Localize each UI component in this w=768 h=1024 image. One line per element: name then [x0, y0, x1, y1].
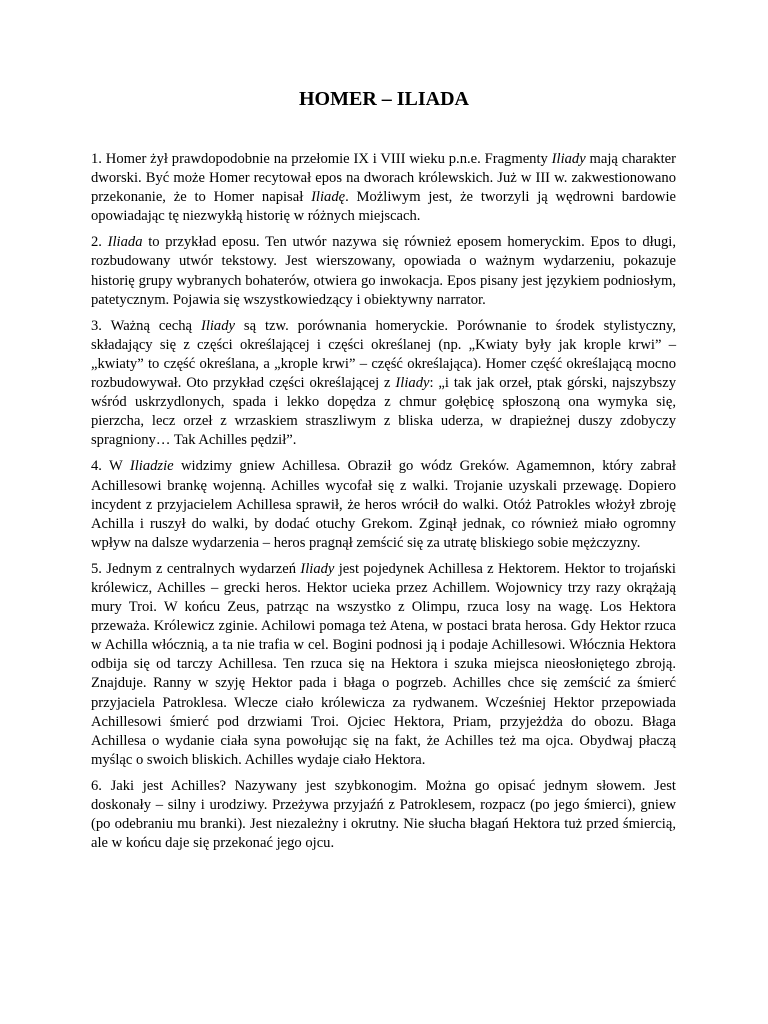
paragraph-text: 6. Jaki jest Achilles? Nazywany jest szybkonogim. Można go opisać jednym słowem. Jest doskonały – silny i urodziwy. Przeżywa przyjaźń z Patroklesem, rozpacz (po jego śmierci), gniew (po odebraniu mu branki). Jest niezależny i okrutny. Nie słucha błagań Hektora tuż przed śmiercią, ale w końcu daje się przekonać jego ojcu. — [91, 777, 676, 852]
paragraph-text: : „i tak jak orzeł, ptak górski, najszybszy wśród uskrzydlonych, spada i lekko dopędza z chmur gołębicę spłoszoną ona wymyka się, pierzcha, lecz orzeł z wrzaskiem straszliwym z bliska uderza, w drapieżnej duszy zdobyczy spragniony… Tak Achilles pędził”. — [91, 375, 676, 449]
italic-title-text: Iliadę — [311, 189, 346, 206]
paragraph-1 — [91, 150, 676, 226]
paragraph-text: widzimy gniew Achillesa. Obraził go wódz Greków. Agamemnon, który zabrał Achillesowi brankę wojenną. Achilles wycofał się z walki. Trojanie uzyskali przewagę. Dopiero incydent z przyjacielem Achillesa sprawił, że heros wrócił do walki. Otóż Patrokles włożył zbroję Achilla i ruszył do walki, by dodać otuchy Grekom. Zginął jednak, co również miało ogromny wpływ na dalsze wydarzenia – heros pragnął zemścić się za utratę bliskiego sobie mężczyzny. — [91, 458, 676, 551]
page-title: HOMER – ILIADA — [298, 88, 469, 110]
paragraph-text: mają charakter dworski. Być może Homer recytował epos na dworach królewskich. Już w III w. zakwestionowano przekonanie, że to Homer napisał — [91, 151, 676, 206]
paragraph-6 — [91, 777, 676, 853]
paragraph-text: 5. Jednym z centralnych wydarzeń — [91, 560, 301, 577]
paragraph-2 — [91, 233, 676, 309]
paragraph-text: to przykład eposu. Ten utwór nazywa się również eposem homeryckim. Epos to długi, rozbudowany utwór tekstowy. Jest wierszowany, opowiada o ważnym wydarzeniu, pokazuje historię grupy wybranych bohaterów, otwiera go inwokacja. Epos pisany jest językiem podniosłym, patetycznym. Pojawia się wszystkowiedzący i obiektywny narrator. — [91, 234, 676, 308]
paragraph-text: . Możliwym jest, że tworzyli ją wędrowni bardowie opowiadając tę niezwykłą historię w różnych miejscach. — [91, 189, 676, 225]
italic-title-text: Iliady — [200, 317, 235, 334]
document-body — [91, 150, 676, 860]
paragraph-text: 2. — [91, 234, 108, 251]
paragraph-text: są tzw. porównania homeryckie. Porównanie to środek stylistyczny, składający się z części określającej i części określanej (np. „Kwiaty były jak krople krwi” – „kwiaty” to część określana, a „krople krwi” – część określająca). Homer część określającą mocno rozbudowywał. Oto przykład części określającej z — [91, 317, 677, 392]
italic-title-text: Iliadzie — [129, 458, 174, 475]
paragraph-5 — [91, 560, 676, 770]
paragraph-text: 3. Ważną cechą — [91, 317, 201, 334]
paragraph-4 — [91, 457, 676, 552]
italic-title-text: Iliady — [300, 560, 335, 577]
italic-title-text: Iliady — [551, 151, 586, 167]
paragraph-3 — [91, 317, 676, 451]
italic-title-text: Iliada — [107, 234, 143, 251]
paragraph-text: 4. W — [91, 458, 130, 475]
italic-title-text: Iliady — [395, 375, 430, 392]
paragraph-text: jest pojedynek Achillesa z Hektorem. Hektor to trojański królewicz, Achilles – grecki heros. Hektor ucieka przez Achillem. Wojownicy trzy razy okrążają mury Troi. W końcu Zeus, patrząc na wszystko z Olimpu, rzuca losy na wagę. Los Hektora przeważa. Królewicz zginie. Achilowi pomaga też Atena, w postaci brata herosa. Gdy Hektor rzuca w Achilla włócznią, a ta nie trafia w cel. Bogini podnosi ją i podaje Achillesowi. Włócznia Hektora odbija się od tarczy Achillesa. Ten rzuca się na Hektora i szuka miejsca nieosłoniętego zbroją. Znajduje. Ranny w szyję Hektor pada i błaga o pogrzeb. Achilles chce się zemścić za śmierć przyjaciela Patroklesa. Wlecze ciało królewicza za rydwanem. Wcześniej Hektor przepowiada Achillesowi śmierć pod drzwiami Troi. Ojciec Hektora, Priam, przyjeżdża do obozu. Błaga Achillesa o wydanie ciała syna powołując się na fakt, że Achilles też ma ojca. Obydwaj płaczą myśląc o swoich bliskich. Achilles wydaje ciało Hektora. — [91, 560, 676, 768]
paragraph-text: 1. Homer żył prawdopodobnie na przełomie IX i VIII wieku p.n.e. Fragmenty — [91, 151, 552, 167]
